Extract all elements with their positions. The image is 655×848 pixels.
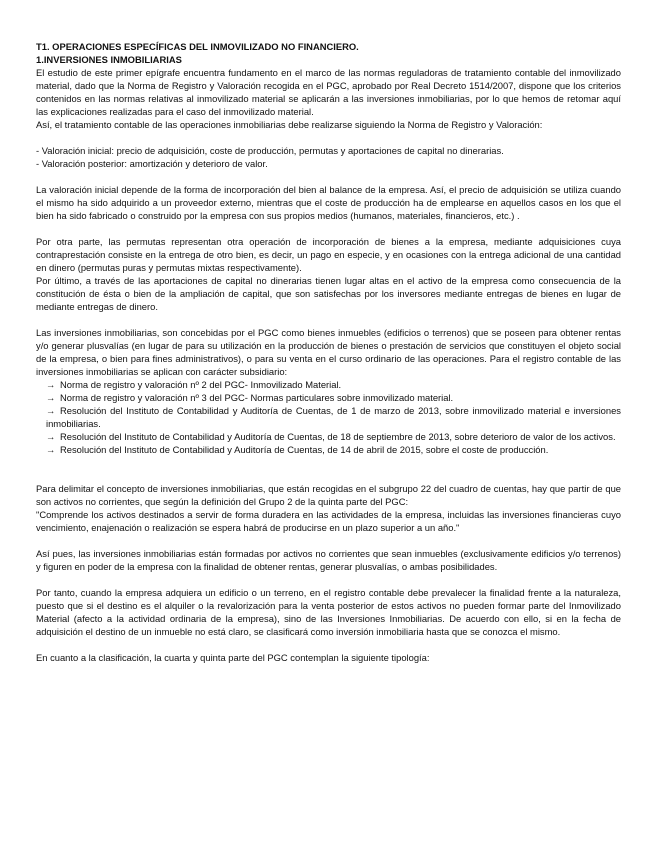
pgc-quote: "Comprende los activos destinados a servir de forma duradera en las actividades de la empresa, incluidas las inversiones financieras cuyo vencimiento, enajenación o realización se espera habrá de producirse en un plazo superior a un año." xyxy=(36,509,621,533)
delimitar-paragraph: Para delimitar el concepto de inversiones inmobiliarias, que están recogidas en el subgrupo 22 del cuadro de cuentas, hay que partir de que son activos no corrientes, que según la definición del Grupo 2 de la quinta parte del PGC: xyxy=(36,483,621,507)
permutas-paragraph: Por otra parte, las permutas representan otra operación de incorporación de bienes a la empresa, mediante adquisiciones cuya contraprestación consiste en la entrega de otro bien, es decir, un pago en especie, y en ocasiones con la entrega adicional de una cantidad en dinero (permutas puras y permutas mixtas respectivamente). xyxy=(36,236,621,273)
valuation-item-initial: - Valoración inicial: precio de adquisición, coste de producción, permutas y aportaciones de capital no dinerarias. xyxy=(36,145,504,156)
clasificacion-paragraph: En cuanto a la clasificación, la cuarta y quinta parte del PGC contemplan la siguiente tipología: xyxy=(36,652,430,663)
arrow-right-icon: → xyxy=(46,431,56,442)
norm-item: → Norma de registro y valoración nº 2 del PGC- Inmovilizado Material. xyxy=(46,379,342,390)
norm-item: → Resolución del Instituto de Contabilidad y Auditoría de Cuentas, de 18 de septiembre de 2013, sobre deterioro de valor de los activos. xyxy=(46,431,616,442)
por-tanto-paragraph: Por tanto, cuando la empresa adquiera un edificio o un terreno, en el registro contable debe prevalecer la finalidad frente a la naturaleza, puesto que si el destino es el alquiler o la revalorización para la venta posterior de estos activos no pueden formar parte del Inmovilizado Material (afecto a la actividad ordinaria de la empresa), sino de las Inversiones Inmobiliarias. De acuerdo con ello, si en la fecha de adquisición el destino de un inmueble no está claro, se clasificará como inversión inmobiliaria hasta que se conozca el mismo. xyxy=(36,587,621,637)
norm-item: → Resolución del Instituto de Contabilidad y Auditoría de Cuentas, de 14 de abril de 2015, sobre el coste de producción. xyxy=(46,444,549,455)
norm-item: → Resolución del Instituto de Contabilidad y Auditoría de Cuentas, de 1 de marzo de 2013, sobre inmovilizado material e inversiones inmobiliarias. xyxy=(46,405,621,429)
norm-item: → Norma de registro y valoración nº 3 del PGC- Normas particulares sobre inmovilizado material. xyxy=(46,392,454,403)
intro-paragraph: El estudio de este primer epígrafe encuentra fundamento en el marco de las normas reguladoras de tratamiento contable del inmovilizado material, dado que la Norma de Registro y Valoración recogida en el PGC, aprobado por Real Decreto 1514/2007, dispone que los criterios contenidos en las normas relativas al inmovilizado material se aplicarán a las inversiones inmobiliarias, por lo que hemos de retomar aquí las explicaciones realizadas para el caso del inmovilizado material. xyxy=(36,67,621,117)
inversiones-paragraph: Las inversiones inmobiliarias, son concebidas por el PGC como bienes inmuebles (edificios o terrenos) que se poseen para obtener rentas y/o generar plusvalías (en lugar de para su utilización en la producción de bienes o prestación de servicios que constituyen el objeto social de la empresa, o bien para fines administrativos), o para su venta en el curso ordinario de las operaciones. Para el registro contable de las inversiones inmobiliarias se aplican con carácter subsidiario: xyxy=(36,327,621,377)
aportaciones-paragraph: Por último, a través de las aportaciones de capital no dinerarias tienen lugar altas en el activo de la empresa como consecuencia de la constitución de ésta o bien de la ampliación de capital, que son satisfechas por los inversores mediante entregas de bienes en lugar de mediante entregas de dinero. xyxy=(36,275,621,312)
intro-paragraph-2: Así, el tratamiento contable de las operaciones inmobiliarias debe realizarse siguiendo la Norma de Registro y Valoración: xyxy=(36,119,543,130)
initial-valuation-paragraph: La valoración inicial depende de la forma de incorporación del bien al balance de la empresa. Así, el precio de adquisición se utiliza cuando el mismo ha sido adquirido a un proveedor externo, mientras que el coste de producción ha de emplearse en aquellos casos en los que el bien ha sido fabricado o construido por la empresa con sus propios medios (humanos, materiales, financieros, etc.) . xyxy=(36,184,621,221)
page-heading: T1. OPERACIONES ESPECÍFICAS DEL INMOVILIZADO NO FINANCIERO. xyxy=(36,41,359,52)
valuation-item-subsequent: - Valoración posterior: amortización y deterioro de valor. xyxy=(36,158,268,169)
section-subheading: 1.INVERSIONES INMOBILIARIAS xyxy=(36,54,182,65)
arrow-right-icon: → xyxy=(46,444,56,455)
arrow-right-icon: → xyxy=(46,392,56,403)
asi-pues-paragraph: Así pues, las inversiones inmobiliarias están formadas por activos no corrientes que sean inmuebles (exclusivamente edificios y/o terrenos) y figuren en poder de la empresa con la finalidad de obtener rentas, generar plusvalías, o ambas posibilidades. xyxy=(36,548,621,572)
arrow-right-icon: → xyxy=(46,405,56,416)
arrow-right-icon: → xyxy=(46,379,56,390)
